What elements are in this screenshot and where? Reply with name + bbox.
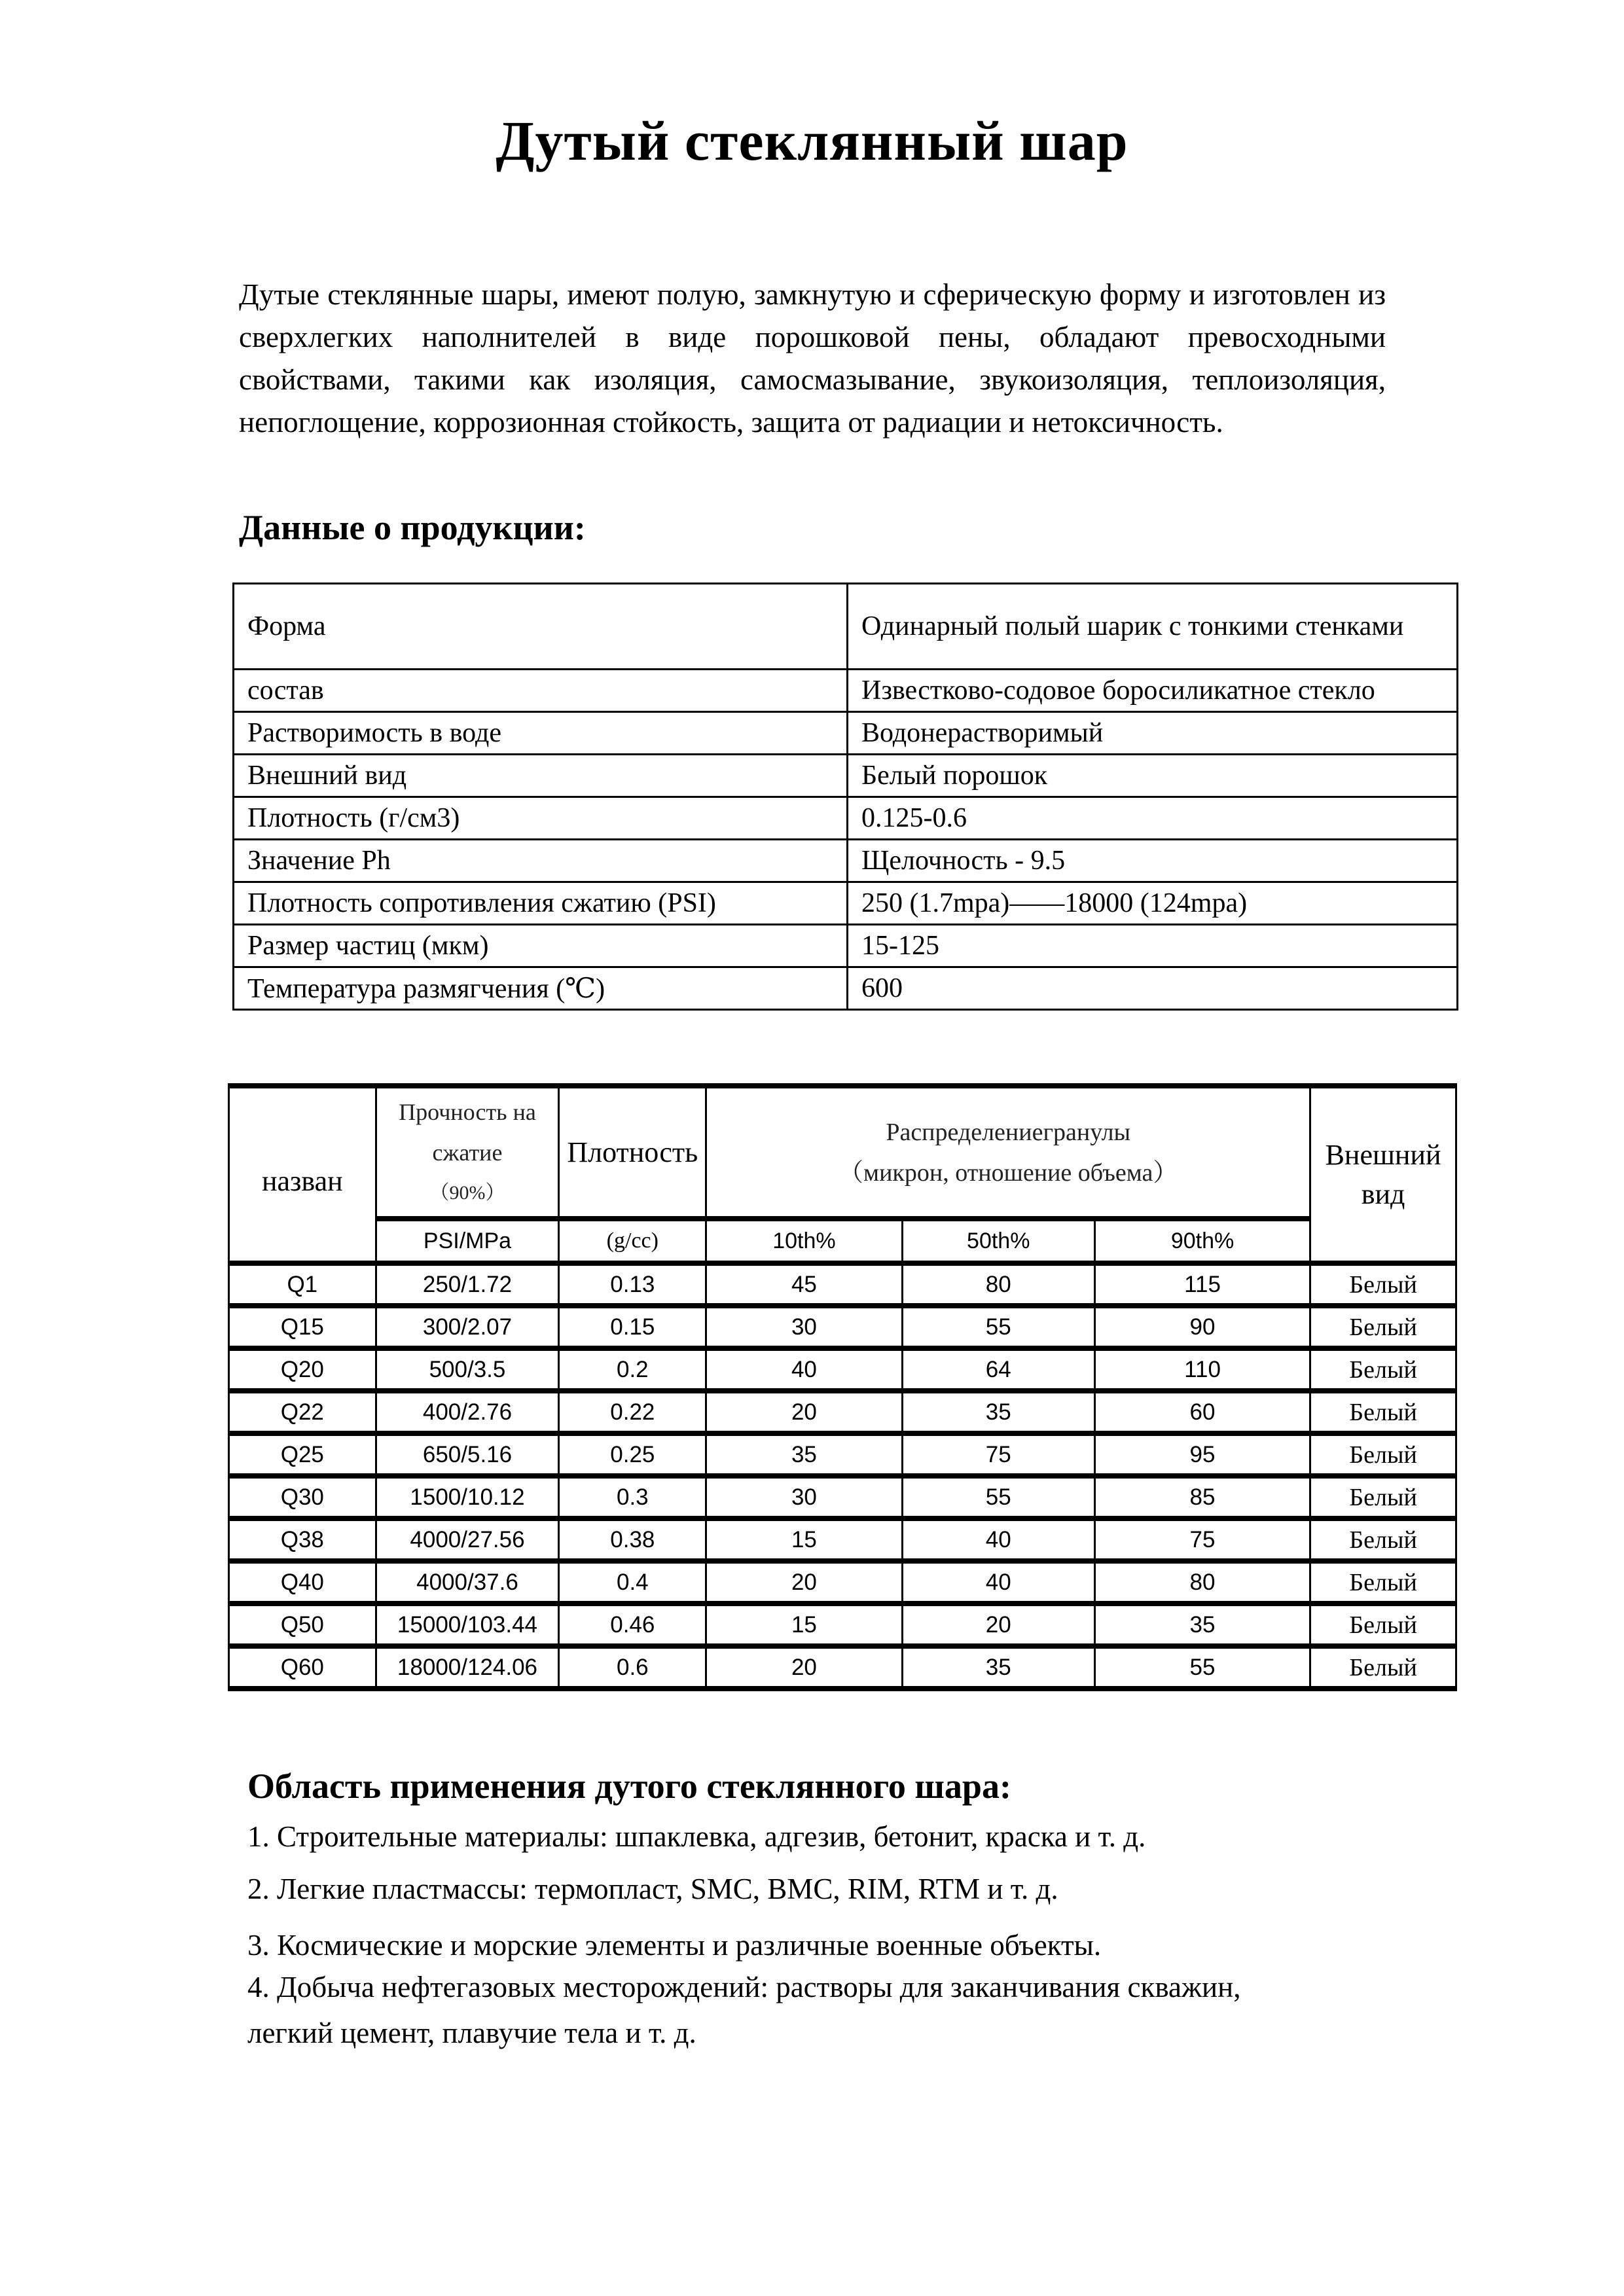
col-header-strength bbox=[376, 1086, 559, 1219]
d50-value: 75 bbox=[902, 1433, 1094, 1476]
col-header-density-unit: (g/cc) bbox=[559, 1219, 706, 1263]
property-value: Белый порошок bbox=[848, 755, 1458, 797]
product-data-heading: Данные о продукции: bbox=[239, 508, 586, 547]
list-item: 1. Строительные материалы: шпаклевка, адгезив, бетонит, краска и т. д. bbox=[247, 1820, 1146, 1853]
d10-value: 30 bbox=[706, 1476, 902, 1518]
property-value: 600 bbox=[848, 967, 1458, 1010]
appearance-value: Белый bbox=[1310, 1561, 1456, 1604]
d50-value: 40 bbox=[902, 1561, 1094, 1604]
strength-label-line1: Прочность на bbox=[399, 1098, 536, 1125]
d90-value: 60 bbox=[1094, 1391, 1310, 1433]
d50-value: 64 bbox=[902, 1348, 1094, 1391]
d90-value: 80 bbox=[1094, 1561, 1310, 1604]
d50-value: 80 bbox=[902, 1263, 1094, 1306]
table-row bbox=[234, 925, 1458, 967]
table-row bbox=[229, 1263, 1456, 1306]
d10-value: 30 bbox=[706, 1306, 902, 1348]
d90-value: 90 bbox=[1094, 1306, 1310, 1348]
col-header-name: назван bbox=[229, 1086, 376, 1263]
col-header-d90: 90th% bbox=[1094, 1219, 1310, 1263]
property-key: состав bbox=[234, 670, 848, 712]
col-header-strength-unit: PSI/MPa bbox=[376, 1219, 559, 1263]
grades-table bbox=[228, 1083, 1457, 1691]
d90-value: 115 bbox=[1094, 1263, 1310, 1306]
density-value: 0.46 bbox=[559, 1604, 706, 1646]
appearance-value: Белый bbox=[1310, 1433, 1456, 1476]
property-key: Форма bbox=[234, 584, 848, 670]
d90-value: 85 bbox=[1094, 1476, 1310, 1518]
appearance-value: Белый bbox=[1310, 1518, 1456, 1561]
col-header-appearance bbox=[1310, 1086, 1456, 1263]
table-row bbox=[229, 1604, 1456, 1646]
distribution-label-line1: Распределениегранулы bbox=[886, 1118, 1131, 1146]
grade-name: Q1 bbox=[229, 1263, 376, 1306]
d90-value: 95 bbox=[1094, 1433, 1310, 1476]
density-value: 0.4 bbox=[559, 1561, 706, 1604]
col-header-density: Плотность bbox=[559, 1086, 706, 1219]
property-value: Одинарный полый шарик с тонкими стенками bbox=[848, 584, 1458, 670]
density-value: 0.25 bbox=[559, 1433, 706, 1476]
table-row bbox=[234, 797, 1458, 840]
density-value: 0.13 bbox=[559, 1263, 706, 1306]
d50-value: 35 bbox=[902, 1646, 1094, 1689]
d90-value: 35 bbox=[1094, 1604, 1310, 1646]
table-row bbox=[234, 670, 1458, 712]
appearance-value: Белый bbox=[1310, 1348, 1456, 1391]
grade-name: Q25 bbox=[229, 1433, 376, 1476]
density-value: 0.3 bbox=[559, 1476, 706, 1518]
appearance-label-line2: вид bbox=[1361, 1177, 1405, 1210]
strength-value: 18000/124.06 bbox=[376, 1646, 559, 1689]
density-value: 0.6 bbox=[559, 1646, 706, 1689]
property-key: Растворимость в воде bbox=[234, 712, 848, 755]
properties-table bbox=[232, 583, 1458, 1011]
list-item: 3. Космические и морские элементы и различные военные объекты. bbox=[247, 1929, 1102, 1962]
table-row bbox=[229, 1348, 1456, 1391]
appearance-value: Белый bbox=[1310, 1646, 1456, 1689]
list-item: легкий цемент, плавучие тела и т. д. bbox=[247, 2017, 696, 2049]
strength-value: 1500/10.12 bbox=[376, 1476, 559, 1518]
d50-value: 55 bbox=[902, 1306, 1094, 1348]
table-row bbox=[234, 755, 1458, 797]
grade-name: Q38 bbox=[229, 1518, 376, 1561]
distribution-label-line2: （микрон, отношение объема） bbox=[839, 1158, 1178, 1187]
page-title: Дутый стеклянный шар bbox=[496, 109, 1128, 172]
property-value: Щелочность - 9.5 bbox=[848, 840, 1458, 882]
table-row bbox=[229, 1476, 1456, 1518]
strength-label-line2: сжатие bbox=[432, 1139, 503, 1166]
strength-value: 15000/103.44 bbox=[376, 1604, 559, 1646]
table-row bbox=[234, 584, 1458, 670]
density-value: 0.38 bbox=[559, 1518, 706, 1561]
table-row bbox=[234, 840, 1458, 882]
strength-value: 4000/37.6 bbox=[376, 1561, 559, 1604]
appearance-value: Белый bbox=[1310, 1604, 1456, 1646]
property-value: Водонерастворимый bbox=[848, 712, 1458, 755]
property-key: Внешний вид bbox=[234, 755, 848, 797]
intro-paragraph: Дутые стеклянные шары, имеют полую, замкнутую и сферическую форму и изготовлен из сверхлегких наполнителей в виде порошковой пены, обладают превосходными свойствами, такими как изоляция, самосмазывание, звукоизоляция, теплоизоляция, непоглощение, коррозионная стойкость, защита от радиации и нетоксичность. bbox=[239, 278, 1386, 439]
grade-name: Q40 bbox=[229, 1561, 376, 1604]
grade-name: Q22 bbox=[229, 1391, 376, 1433]
header-row bbox=[229, 1086, 1456, 1219]
applications-heading: Область применения дутого стеклянного шара: bbox=[247, 1767, 1011, 1806]
d10-value: 40 bbox=[706, 1348, 902, 1391]
table-row bbox=[229, 1561, 1456, 1604]
property-key: Плотность сопротивления сжатию (PSI) bbox=[234, 882, 848, 925]
d10-value: 20 bbox=[706, 1646, 902, 1689]
appearance-value: Белый bbox=[1310, 1391, 1456, 1433]
density-value: 0.2 bbox=[559, 1348, 706, 1391]
d10-value: 20 bbox=[706, 1561, 902, 1604]
strength-value: 400/2.76 bbox=[376, 1391, 559, 1433]
d50-value: 40 bbox=[902, 1518, 1094, 1561]
d10-value: 15 bbox=[706, 1518, 902, 1561]
col-header-d10: 10th% bbox=[706, 1219, 902, 1263]
d10-value: 35 bbox=[706, 1433, 902, 1476]
appearance-label-line1: Внешний bbox=[1325, 1138, 1441, 1171]
density-value: 0.22 bbox=[559, 1391, 706, 1433]
property-value: 15-125 bbox=[848, 925, 1458, 967]
d10-value: 15 bbox=[706, 1604, 902, 1646]
strength-label-line3: （90%） bbox=[429, 1181, 505, 1204]
table-row bbox=[234, 712, 1458, 755]
table-row bbox=[229, 1306, 1456, 1348]
grade-name: Q20 bbox=[229, 1348, 376, 1391]
property-key: Температура размягчения (℃) bbox=[234, 967, 848, 1010]
property-value: Известково-содовое боросиликатное стекло bbox=[848, 670, 1458, 712]
d90-value: 75 bbox=[1094, 1518, 1310, 1561]
table-row bbox=[229, 1433, 1456, 1476]
property-key: Размер частиц (мкм) bbox=[234, 925, 848, 967]
subheader-row bbox=[229, 1219, 1456, 1263]
appearance-value: Белый bbox=[1310, 1476, 1456, 1518]
grade-name: Q60 bbox=[229, 1646, 376, 1689]
table-row bbox=[229, 1646, 1456, 1689]
table-row bbox=[229, 1391, 1456, 1433]
list-item: 4. Добыча нефтегазовых месторождений: растворы для заканчивания скважин, bbox=[247, 1971, 1241, 2003]
appearance-value: Белый bbox=[1310, 1263, 1456, 1306]
list-item: 2. Легкие пластмассы: термопласт, SMC, BMC, RIM, RTM и т. д. bbox=[247, 1873, 1058, 1905]
d90-value: 110 bbox=[1094, 1348, 1310, 1391]
col-header-d50: 50th% bbox=[902, 1219, 1094, 1263]
property-value: 0.125-0.6 bbox=[848, 797, 1458, 840]
strength-value: 500/3.5 bbox=[376, 1348, 559, 1391]
d90-value: 55 bbox=[1094, 1646, 1310, 1689]
property-key: Плотность (г/см3) bbox=[234, 797, 848, 840]
grade-name: Q50 bbox=[229, 1604, 376, 1646]
d50-value: 55 bbox=[902, 1476, 1094, 1518]
strength-value: 4000/27.56 bbox=[376, 1518, 559, 1561]
strength-value: 300/2.07 bbox=[376, 1306, 559, 1348]
property-value: 250 (1.7mpa)——18000 (124mpa) bbox=[848, 882, 1458, 925]
table-row bbox=[229, 1518, 1456, 1561]
d10-value: 20 bbox=[706, 1391, 902, 1433]
strength-value: 650/5.16 bbox=[376, 1433, 559, 1476]
col-header-distribution bbox=[706, 1086, 1310, 1219]
d50-value: 20 bbox=[902, 1604, 1094, 1646]
d10-value: 45 bbox=[706, 1263, 902, 1306]
appearance-value: Белый bbox=[1310, 1306, 1456, 1348]
d50-value: 35 bbox=[902, 1391, 1094, 1433]
grade-name: Q30 bbox=[229, 1476, 376, 1518]
table-row bbox=[234, 967, 1458, 1010]
table-row bbox=[234, 882, 1458, 925]
property-key: Значение Ph bbox=[234, 840, 848, 882]
grade-name: Q15 bbox=[229, 1306, 376, 1348]
density-value: 0.15 bbox=[559, 1306, 706, 1348]
strength-value: 250/1.72 bbox=[376, 1263, 559, 1306]
